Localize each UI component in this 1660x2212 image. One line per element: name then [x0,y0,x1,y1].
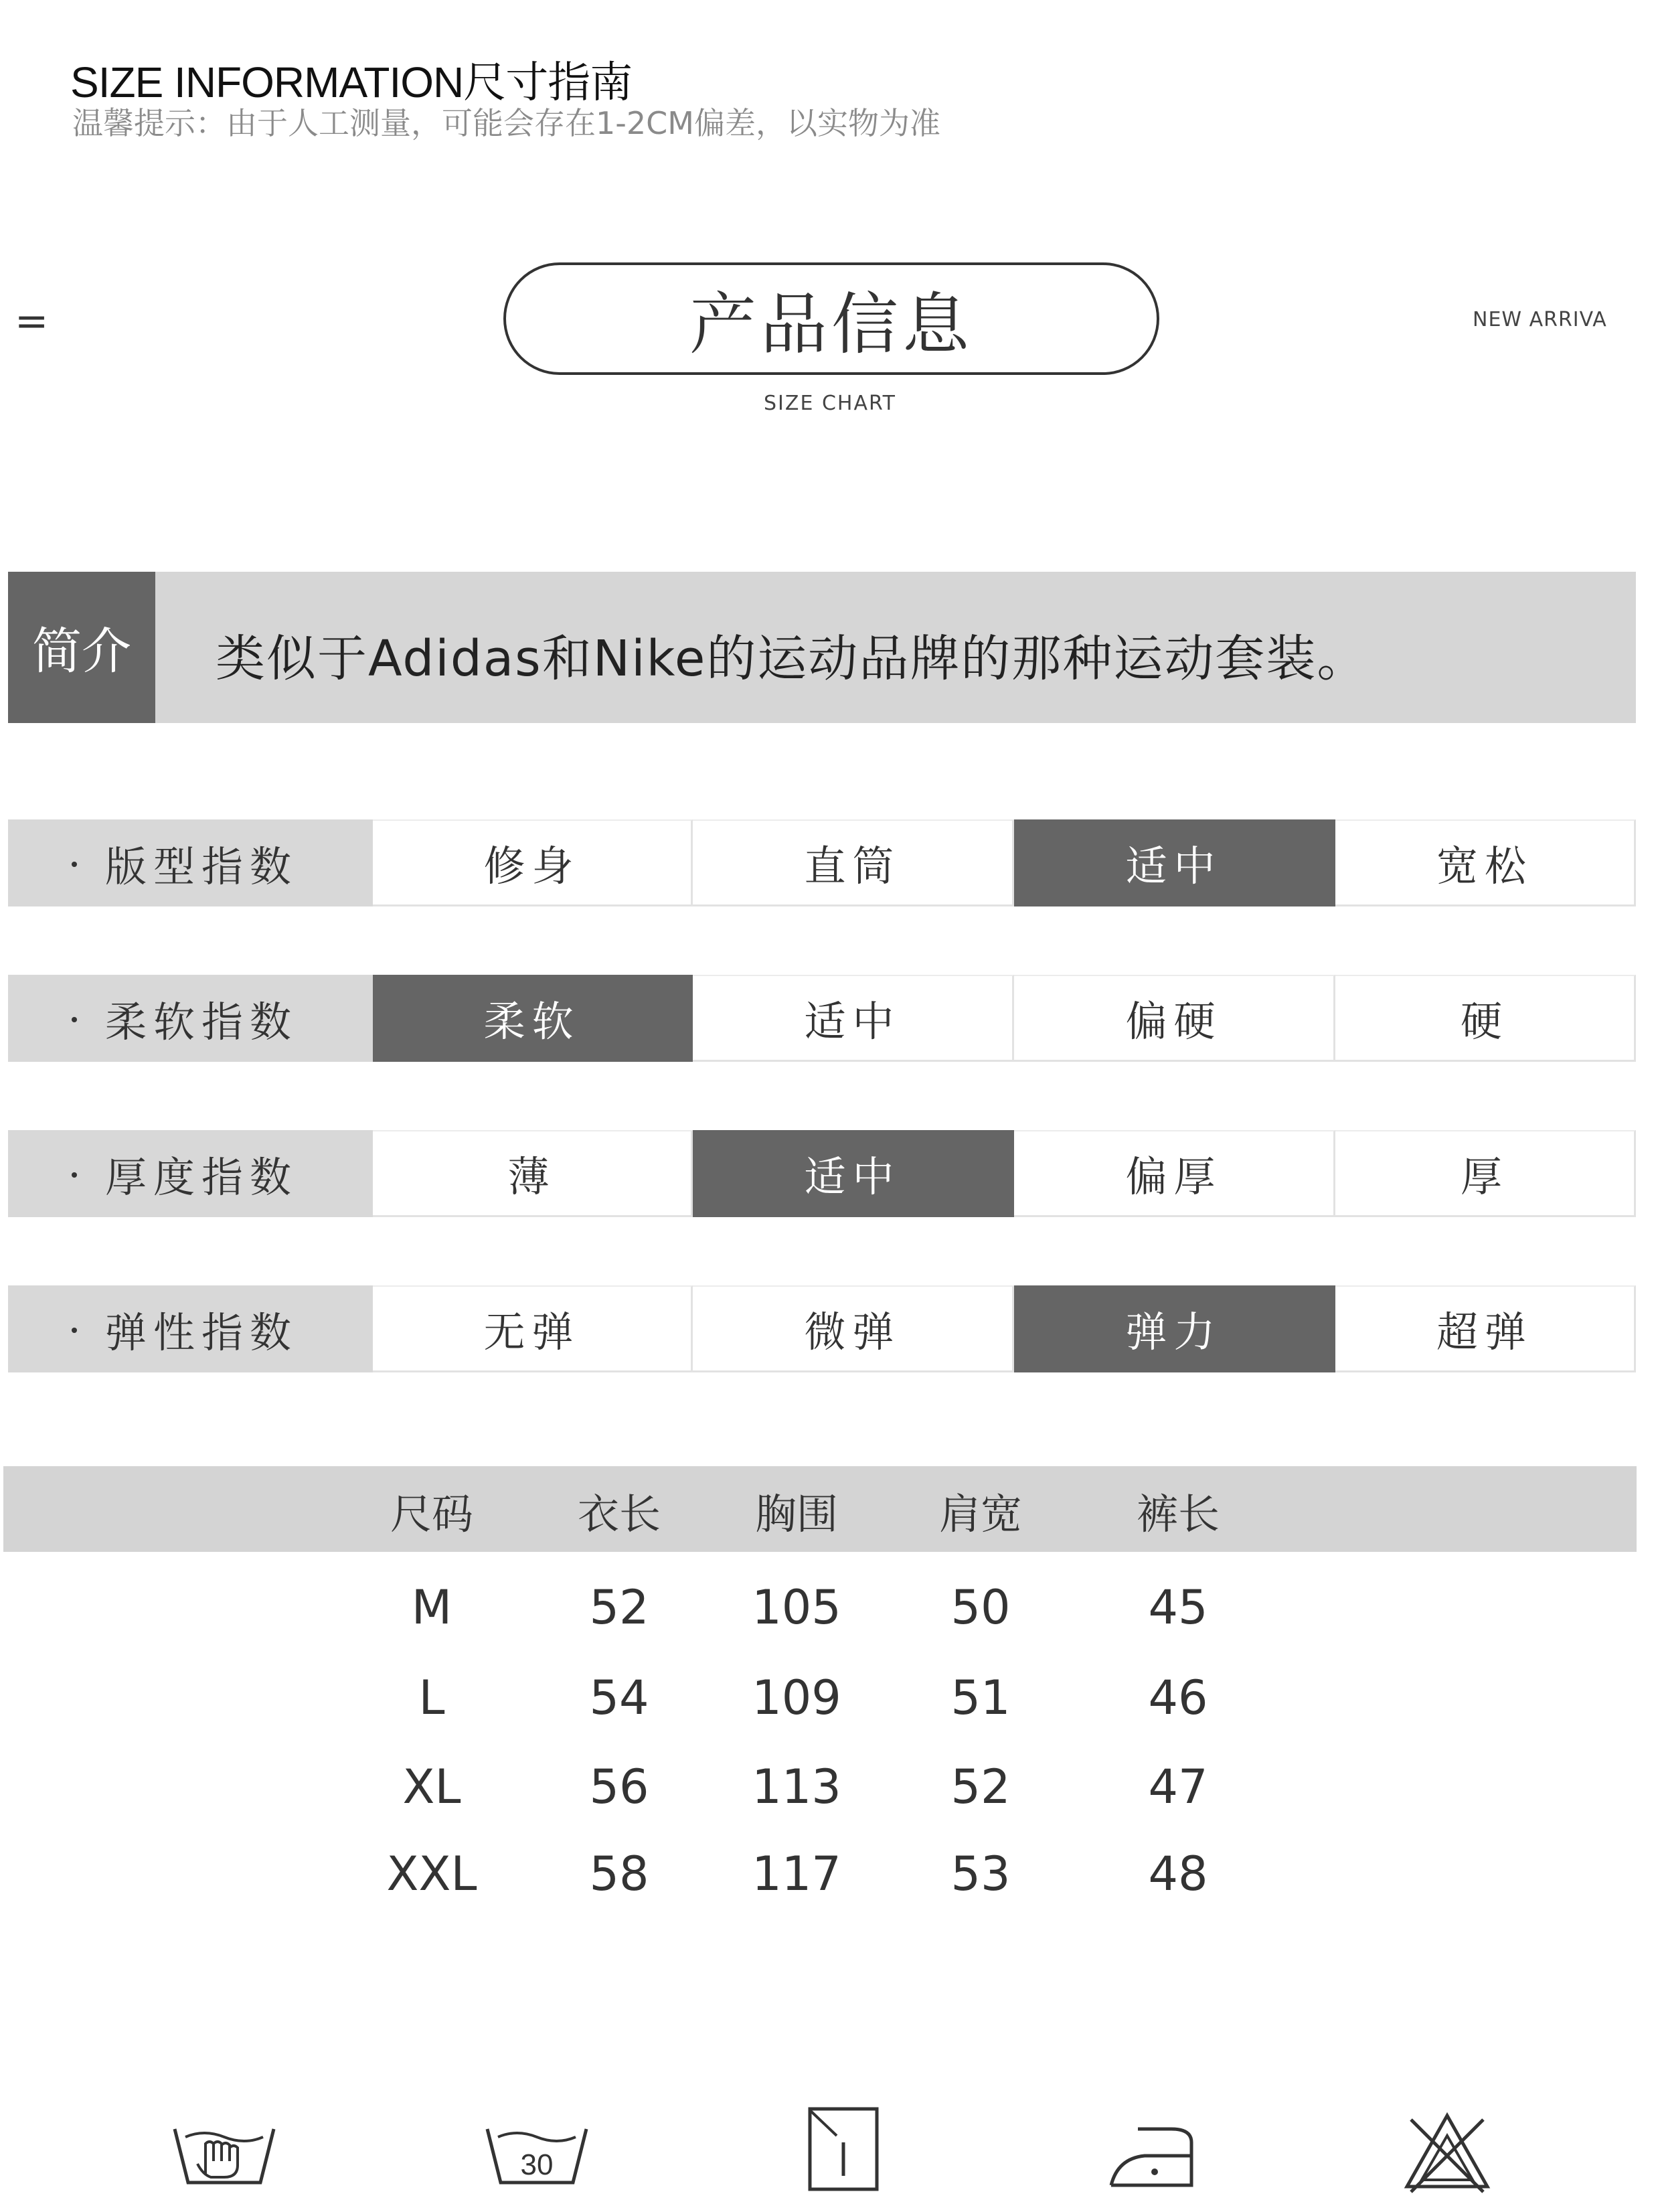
index-label [8,1130,373,1217]
size-table-header-cell: 肩宽 [938,1490,1022,1538]
iron-icon [1098,2102,1205,2196]
index-option: 无弹 [373,1285,693,1372]
wash-temp-label: 30 [520,2148,554,2181]
hand-wash-icon [171,2102,278,2196]
index-label [8,819,373,906]
index-label-text: 版型指数 [105,842,299,891]
bullet-dot-icon [72,1017,77,1022]
size-value-cell: 105 [752,1580,841,1635]
index-label-text: 柔软指数 [105,997,299,1046]
index-option: 微弹 [693,1285,1014,1372]
index-option: 直筒 [693,819,1014,906]
index-option: 薄 [373,1130,693,1217]
size-value-cell: 53 [950,1846,1011,1901]
size-value-cell: 117 [752,1846,841,1901]
product-info-pill [503,262,1159,375]
size-label-cell: XXL [386,1846,477,1901]
size-label-cell: M [411,1580,452,1635]
bullet-dot-icon [72,862,77,867]
index-row [8,1285,1636,1372]
size-value-cell: 54 [589,1670,649,1725]
index-option: 适中 [693,975,1014,1062]
index-option: 修身 [373,819,693,906]
index-option: 宽松 [1335,819,1636,906]
size-value-cell: 52 [589,1580,649,1635]
index-label [8,975,373,1062]
size-table-header-cell: 裤长 [1136,1490,1220,1538]
size-table-header-cell: 尺码 [390,1490,473,1538]
intro-label [8,572,155,723]
wash-30-icon [483,2102,590,2196]
index-option-selected: 柔软 [373,975,693,1062]
size-value-cell: 50 [950,1580,1011,1635]
bullet-dot-icon [72,1328,77,1333]
index-option: 偏硬 [1014,975,1335,1062]
index-row [8,819,1636,906]
index-label-text: 弹性指数 [105,1308,299,1357]
intro-label-text: 简介 [32,623,131,680]
index-row [8,975,1636,1062]
index-option: 偏厚 [1014,1130,1335,1217]
size-value-cell: 47 [1148,1759,1208,1814]
size-value-cell: 46 [1148,1670,1208,1725]
index-row [8,1130,1636,1217]
size-value-cell: 113 [752,1759,841,1814]
index-option: 厚 [1335,1130,1636,1217]
size-table-header-cell: 衣长 [577,1490,661,1538]
size-label-cell: XL [402,1759,461,1814]
size-value-cell: 51 [950,1670,1011,1725]
measurement-note: 温馨提示：由于人工测量，可能会存在1-2CM偏差，以实物为准 [72,105,940,141]
size-value-cell: 45 [1148,1580,1208,1635]
size-value-cell: 109 [752,1670,841,1725]
size-value-cell: 48 [1148,1846,1208,1901]
size-value-cell: 52 [950,1759,1011,1814]
new-arrival-label: NEW ARRIVA [1473,308,1607,331]
index-option-selected: 适中 [1014,819,1335,906]
line-dry-icon [790,2102,897,2196]
size-value-cell: 58 [589,1846,649,1901]
product-info-title: 产品信息 [689,285,973,364]
size-table-header-cell: 胸围 [754,1490,838,1538]
bullet-dot-icon [72,1172,77,1178]
do-not-bleach-icon [1394,2102,1501,2196]
index-option: 超弹 [1335,1285,1636,1372]
size-chart-subtitle: SIZE CHART [764,392,896,415]
index-option-selected: 适中 [693,1130,1014,1217]
index-option-selected: 弹力 [1014,1285,1335,1372]
side-mark: = [15,298,49,345]
size-value-cell: 56 [589,1759,649,1814]
intro-text: 类似于Adidas和Nike的运动品牌的那种运动套装。 [216,630,1368,688]
index-option: 硬 [1335,975,1636,1062]
index-label-text: 厚度指数 [105,1152,299,1202]
page-title: SIZE INFORMATION尺寸指南 [70,58,633,106]
size-label-cell: L [418,1670,445,1725]
index-label [8,1285,373,1372]
